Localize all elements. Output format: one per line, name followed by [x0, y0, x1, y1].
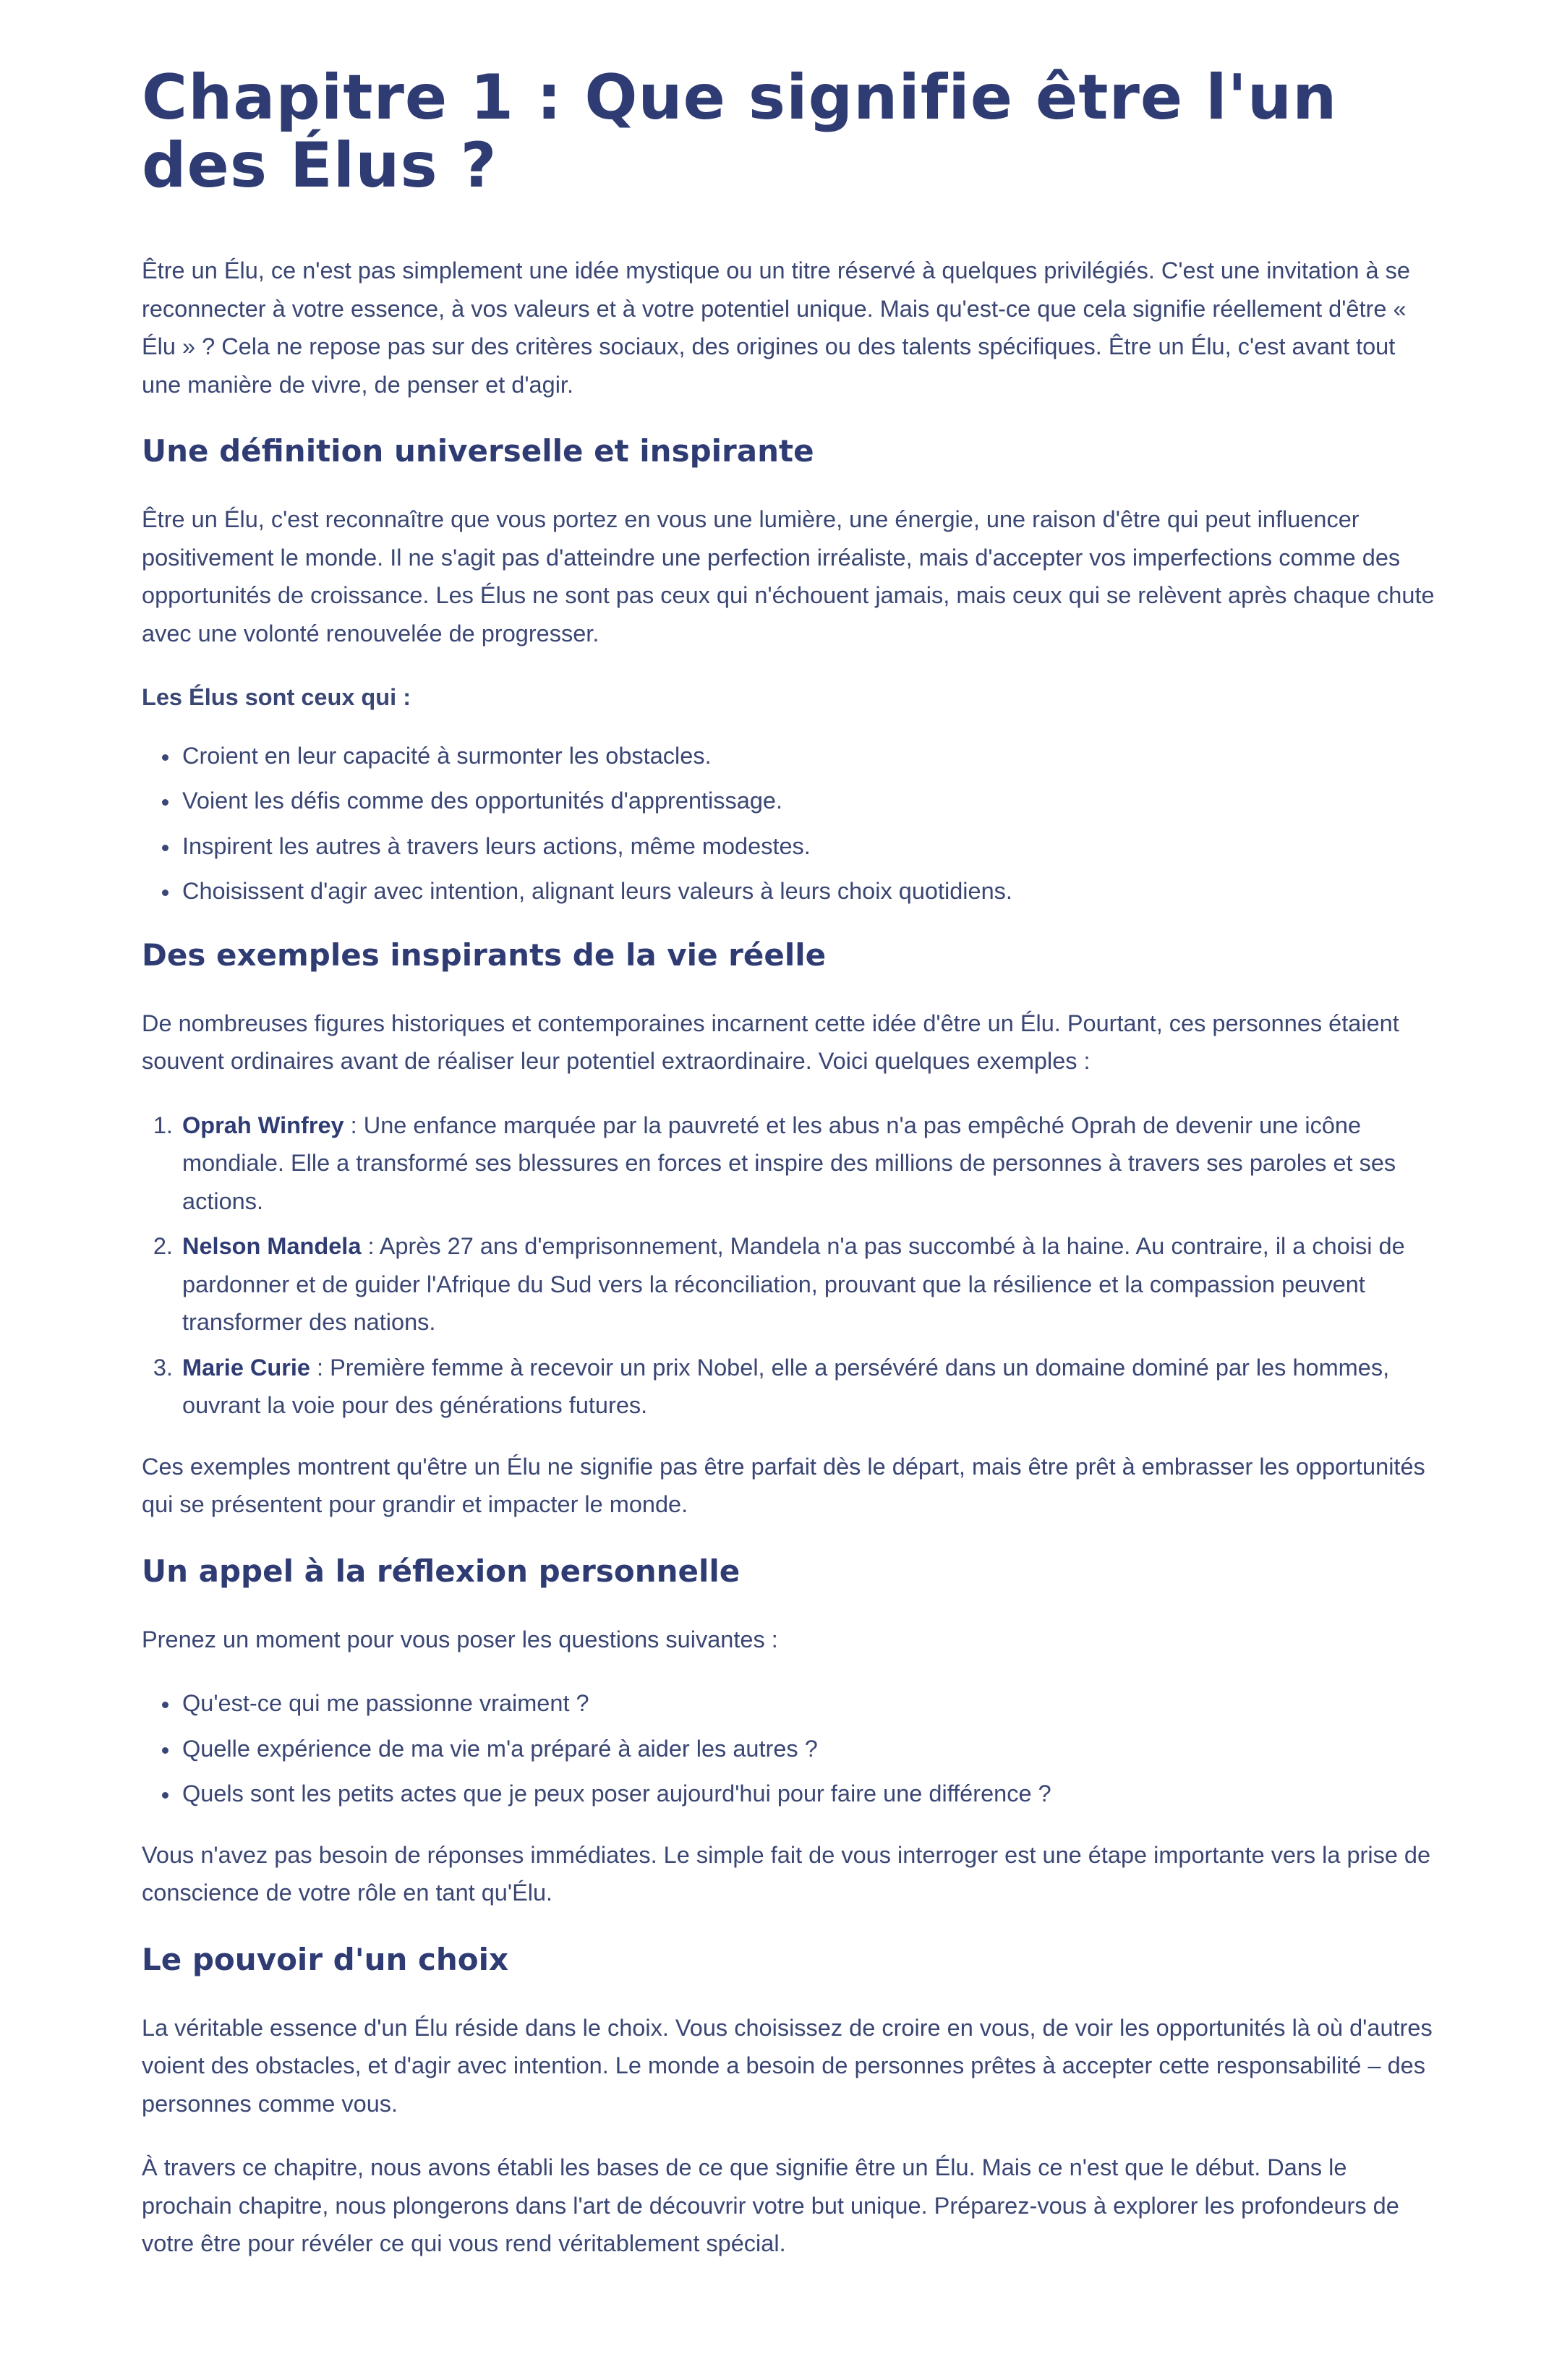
intro-paragraph: Être un Élu, ce n'est pas simplement une idée mystique ou un titre réservé à quelques privilégiés. C'est une invitation à se reconnecter à votre essence, à vos valeurs et à votre potentiel unique. Mais qu'est-ce que cela signifie réellement d'être « Élu » ? Cela ne repose pas sur des critères sociaux, des origines ou des talents spécifiques. Être un Élu, c'est avant tout une manière de vivre, de penser et d'agir. [142, 257, 1410, 398]
section-heading-examples: Des exemples inspirants de la vie réelle [142, 937, 827, 973]
list-item: • Quels sont les petits actes que je peux poser aujourd'hui pour faire une différence ? [179, 1775, 1436, 1813]
list-item: • Voient les défis comme des opportunités d'apprentissage. [179, 782, 1436, 820]
examples-closing-paragraph: Ces exemples montrent qu'être un Élu ne signifie pas être parfait dès le départ, mais être prêt à embrasser les opportunités qui se présentent pour grandir et impacter le monde. [142, 1453, 1425, 1517]
example-item-oprah [179, 1106, 1436, 1221]
example-item-curie [179, 1349, 1436, 1425]
reflection-questions-list [142, 1684, 1436, 1813]
section-heading-reflection: Un appel à la réflexion personnelle [142, 1553, 741, 1589]
conclusion-paragraph: À travers ce chapitre, nous avons établi les bases de ce que signifie être un Élu. Mais ce n'est que le début. Dans le prochain chapitre, nous plongerons dans l'art de découvrir votre but unique. Préparez-vous à explorer les profondeurs de votre être pour révéler ce qui vous rend véritablement spécial. [142, 2154, 1399, 2256]
elus-traits-list [142, 737, 1436, 910]
example-name: Nelson Mandela [182, 1233, 362, 1259]
reflection-closing-paragraph: Vous n'avez pas besoin de réponses immédiates. Le simple fait de vous interroger est une étape importante vers la prise de conscience de votre rôle en tant qu'Élu. [142, 1841, 1431, 1906]
example-name: Marie Curie [182, 1354, 311, 1381]
chapter-title: Chapitre 1 : Que signifie être l'un des Élus ? [142, 61, 1338, 202]
list-item: • Inspirent les autres à travers leurs actions, même modestes. [179, 827, 1436, 866]
list-item: • Quelle expérience de ma vie m'a préparé à aider les autres ? [179, 1730, 1436, 1768]
choice-paragraph: La véritable essence d'un Élu réside dans le choix. Vous choisissez de croire en vous, de voir les opportunités là où d'autres voient des obstacles, et d'agir avec intention. Le monde a besoin de personnes prêtes à accepter cette responsabilité – des personnes comme vous. [142, 2014, 1433, 2117]
example-text: : Une enfance marquée par la pauvreté et les abus n'a pas empêché Oprah de devenir une icône mondiale. Elle a transformé ses blessures en forces et inspire des millions de personnes à travers ses paroles et ses actions. [182, 1112, 1396, 1214]
reflection-paragraph: Prenez un moment pour vous poser les questions suivantes : [142, 1626, 778, 1652]
document-page [142, 61, 1436, 2289]
example-text: : Après 27 ans d'emprisonnement, Mandela n'a pas succombé à la haine. Au contraire, il a choisi de pardonner et de guider l'Afrique du Sud vers la réconciliation, prouvant que la résilience et la compassion peuvent transformer des nations. [182, 1233, 1405, 1335]
examples-list [142, 1106, 1436, 1425]
example-text: : Première femme à recevoir un prix Nobel, elle a persévéré dans un domaine dominé par les hommes, ouvrant la voie pour des générations futures. [182, 1354, 1390, 1418]
example-item-mandela [179, 1227, 1436, 1342]
section-heading-definition: Une définition universelle et inspirante [142, 433, 814, 469]
list-item: • Choisissent d'agir avec intention, alignant leurs valeurs à leurs choix quotidiens. [179, 872, 1436, 910]
example-name: Oprah Winfrey [182, 1112, 344, 1138]
list-item: • Qu'est-ce qui me passionne vraiment ? [179, 1684, 1436, 1723]
definition-paragraph: Être un Élu, c'est reconnaître que vous portez en vous une lumière, une énergie, une raison d'être qui peut influencer positivement le monde. Il ne s'agit pas d'atteindre une perfection irréaliste, mais d'accepter vos imperfections comme des opportunités de croissance. Les Élus ne sont pas ceux qui n'échouent jamais, mais ceux qui se relèvent après chaque chute avec une volonté renouvelée de progresser. [142, 506, 1435, 647]
examples-paragraph: De nombreuses figures historiques et contemporaines incarnent cette idée d'être un Élu. Pourtant, ces personnes étaient souvent ordinaires avant de réaliser leur potentiel extraordinaire. Voici quelques exemples : [142, 1010, 1399, 1074]
list-item: • Croient en leur capacité à surmonter les obstacles. [179, 737, 1436, 775]
section-heading-choice: Le pouvoir d'un choix [142, 1941, 509, 1977]
elus-list-lead: Les Élus sont ceux qui : [142, 684, 411, 710]
